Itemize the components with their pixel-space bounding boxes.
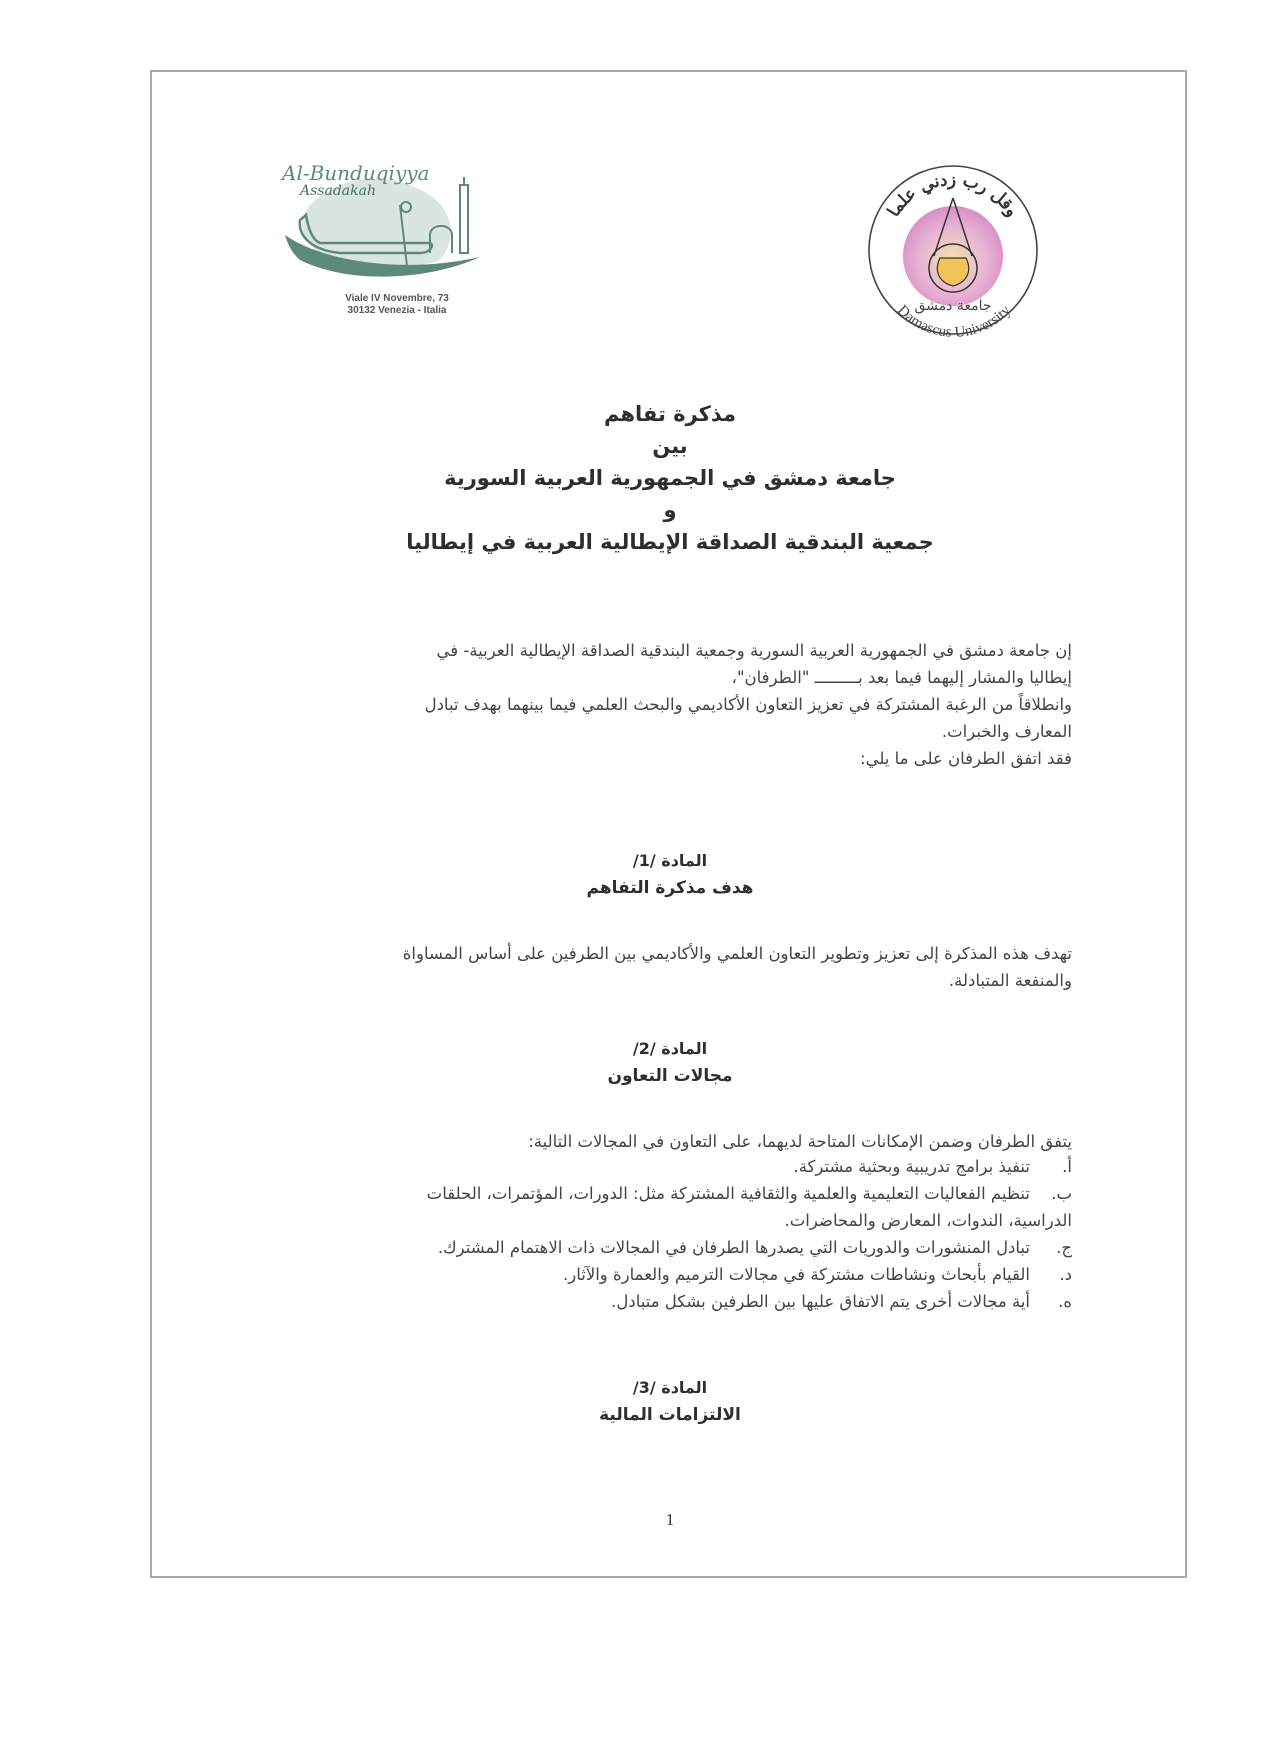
article-1-body [275, 940, 1072, 994]
article-2-intro [275, 1128, 1072, 1155]
heading-party-1: جامعة دمشق في الجمهورية العربية السورية [444, 466, 896, 490]
article-number: المادة /2/ [632, 1039, 708, 1058]
list-item-text: أية مجالات أخرى يتم الاتفاق عليها بين الطرفين بشكل متبادل. [611, 1292, 1030, 1311]
preamble-line: فقد اتفق الطرفان على ما يلي: [860, 749, 1072, 768]
list-item-text: تبادل المنشورات والدوريات التي يصدرها الطرفان في المجالات ذات الاهتمام المشترك. [437, 1238, 1030, 1257]
heading-between: بين [652, 434, 688, 458]
seal-arabic-name: جامعة دمشق [914, 298, 992, 314]
list-item [275, 1288, 1072, 1315]
list-item-text: القيام بأبحاث ونشاطات مشتركة في مجالات الترميم والعمارة والآثار. [562, 1265, 1030, 1284]
bunduqiyya-logo [280, 161, 490, 325]
list-item-text-continued: الدراسية، الندوات، المعارض والمحاضرات. [784, 1211, 1072, 1230]
list-item [275, 1261, 1072, 1288]
article-3-header [270, 1375, 1070, 1429]
seal-english-name: Damascus University [894, 302, 1014, 341]
list-item-text: تنفيذ برامج تدريبية وبحثية مشتركة. [793, 1157, 1030, 1176]
list-item [275, 1180, 1072, 1234]
preamble-line: إن جامعة دمشق في الجمهورية العربية السورية وجمعية البندقية الصداقة الإيطالية العربية- في [436, 641, 1072, 660]
list-marker: أ. [1062, 1157, 1072, 1176]
article-number: المادة /1/ [632, 851, 708, 870]
address-line-1: Viale IV Novembre, 73 [345, 293, 449, 304]
preamble-line: المعارف والخبرات. [941, 722, 1072, 741]
article-title: هدف مذكرة التفاهم [586, 878, 754, 898]
list-marker: ه. [1058, 1292, 1072, 1311]
logo-name-line2: Assadakah [300, 183, 376, 199]
address-line-2: 30132 Venezia - Italia [347, 305, 447, 316]
article-2-header [270, 1036, 1070, 1090]
article-number: المادة /3/ [632, 1378, 708, 1397]
list-marker: د. [1059, 1265, 1072, 1284]
heading-party-2: جمعية البندقية الصداقة الإيطالية العربية في إيطاليا [406, 530, 934, 554]
list-item [275, 1234, 1072, 1261]
document-heading [270, 398, 1070, 558]
damascus-university-seal [862, 158, 1044, 354]
preamble-line: إيطاليا والمشار إليهما فيما بعد بـــــــــ "الطرفان"، [731, 668, 1072, 687]
list-marker: ج. [1056, 1238, 1072, 1257]
article-body-line: والمنفعة المتبادلة. [948, 971, 1072, 990]
article-title: الالتزامات المالية [599, 1405, 741, 1425]
university-seal-icon [862, 158, 1044, 354]
heading-and: و [663, 498, 677, 522]
heading-title: مذكرة تفاهم [603, 402, 737, 426]
logo-name-line1: Al-Bunduqiyya [282, 161, 430, 185]
preamble [275, 637, 1072, 772]
article-1-header [270, 848, 1070, 902]
preamble-line: وانطلاقاً من الرغبة المشتركة في تعزيز التعاون الأكاديمي والبحث العلمي فيما بينهما بهدف تبادل [424, 695, 1072, 714]
article-body-line: يتفق الطرفان وضمن الإمكانات المتاحة لديهما، على التعاون في المجالات التالية: [528, 1132, 1072, 1151]
article-body-line: تهدف هذه المذكرة إلى تعزيز وتطوير التعاون العلمي والأكاديمي بين الطرفين على أساس المساواة [402, 944, 1072, 963]
list-item [275, 1153, 1072, 1180]
page-number: 1 [665, 1510, 675, 1529]
cooperation-areas-list [275, 1153, 1072, 1315]
logo-address [322, 293, 472, 317]
article-title: مجالات التعاون [607, 1066, 733, 1086]
list-marker: ب. [1051, 1184, 1072, 1203]
list-item-text: تنظيم الفعاليات التعليمية والعلمية والثقافية المشتركة مثل: الدورات، المؤتمرات، الحلقات [426, 1184, 1030, 1203]
seal-motto: وقل رب زدني علما [883, 169, 1023, 221]
